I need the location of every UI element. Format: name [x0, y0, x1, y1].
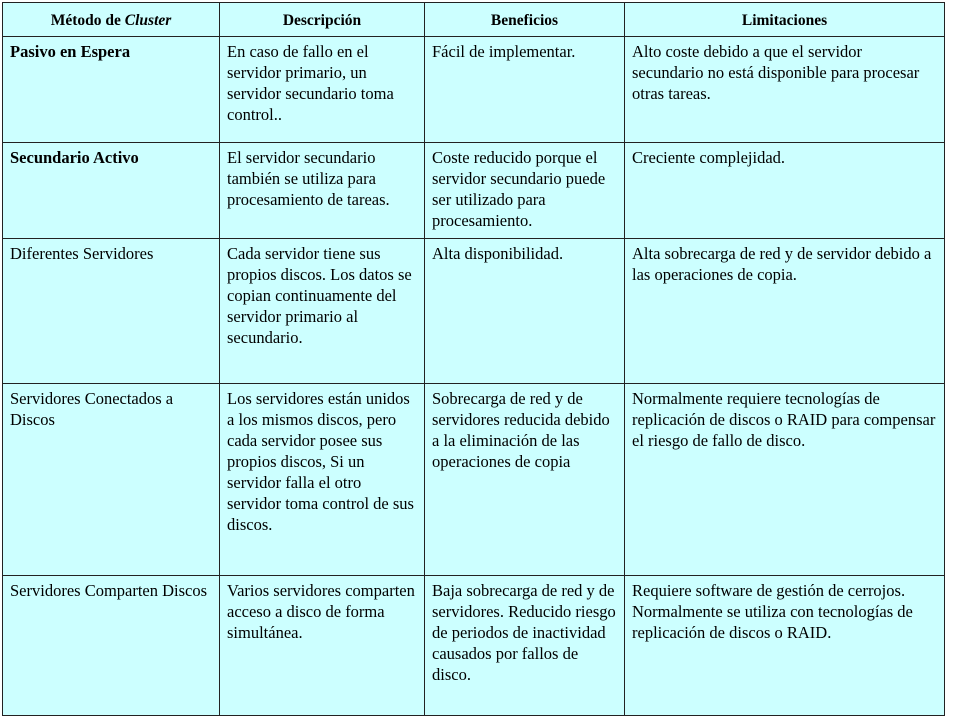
table-row	[3, 239, 945, 384]
header-benefits: Beneficios	[425, 3, 625, 37]
cell-benefits: Coste reducido porque el servidor secundario puede ser utilizado para procesamiento.	[425, 143, 625, 239]
cell-benefits: Baja sobrecarga de red y de servidores. Reducido riesgo de periodos de inactividad causados por fallos de disco.	[425, 576, 625, 716]
cell-description: Los servidores están unidos a los mismos discos, pero cada servidor posee sus propios discos, Si un servidor falla el otro servidor toma control de sus discos.	[220, 384, 425, 576]
cell-benefits: Fácil de implementar.	[425, 37, 625, 143]
header-limitations: Limitaciones	[625, 3, 945, 37]
cluster-methods-table-wrapper	[2, 2, 945, 716]
table-row	[3, 384, 945, 576]
cell-description: El servidor secundario también se utiliza para procesamiento de tareas.	[220, 143, 425, 239]
cell-description: Varios servidores comparten acceso a disco de forma simultánea.	[220, 576, 425, 716]
cell-method: Diferentes Servidores	[3, 239, 220, 384]
header-method-prefix: Método de	[50, 11, 125, 29]
header-method	[3, 3, 220, 37]
header-method-emph: Cluster	[124, 11, 172, 29]
cell-benefits: Sobrecarga de red y de servidores reducida debido a la eliminación de las operaciones de copia	[425, 384, 625, 576]
cell-method: Servidores Conectados a Discos	[3, 384, 220, 576]
header-description: Descripción	[220, 3, 425, 37]
cell-method: Pasivo en Espera	[3, 37, 220, 143]
cell-description: Cada servidor tiene sus propios discos. Los datos se copian continuamente del servidor primario al secundario.	[220, 239, 425, 384]
table-row	[3, 143, 945, 239]
cell-limitations: Requiere software de gestión de cerrojos. Normalmente se utiliza con tecnologías de replicación de discos o RAID.	[625, 576, 945, 716]
cluster-methods-table	[2, 2, 945, 716]
cell-limitations: Normalmente requiere tecnologías de replicación de discos o RAID para compensar el riesgo de fallo de disco.	[625, 384, 945, 576]
table-row	[3, 576, 945, 716]
cell-method: Servidores Comparten Discos	[3, 576, 220, 716]
table-row	[3, 37, 945, 143]
cell-limitations: Creciente complejidad.	[625, 143, 945, 239]
cell-benefits: Alta disponibilidad.	[425, 239, 625, 384]
cell-limitations: Alta sobrecarga de red y de servidor debido a las operaciones de copia.	[625, 239, 945, 384]
cell-description: En caso de fallo en el servidor primario, un servidor secundario toma control..	[220, 37, 425, 143]
cell-limitations: Alto coste debido a que el servidor secundario no está disponible para procesar otras tareas.	[625, 37, 945, 143]
cell-method: Secundario Activo	[3, 143, 220, 239]
header-row	[3, 3, 945, 37]
